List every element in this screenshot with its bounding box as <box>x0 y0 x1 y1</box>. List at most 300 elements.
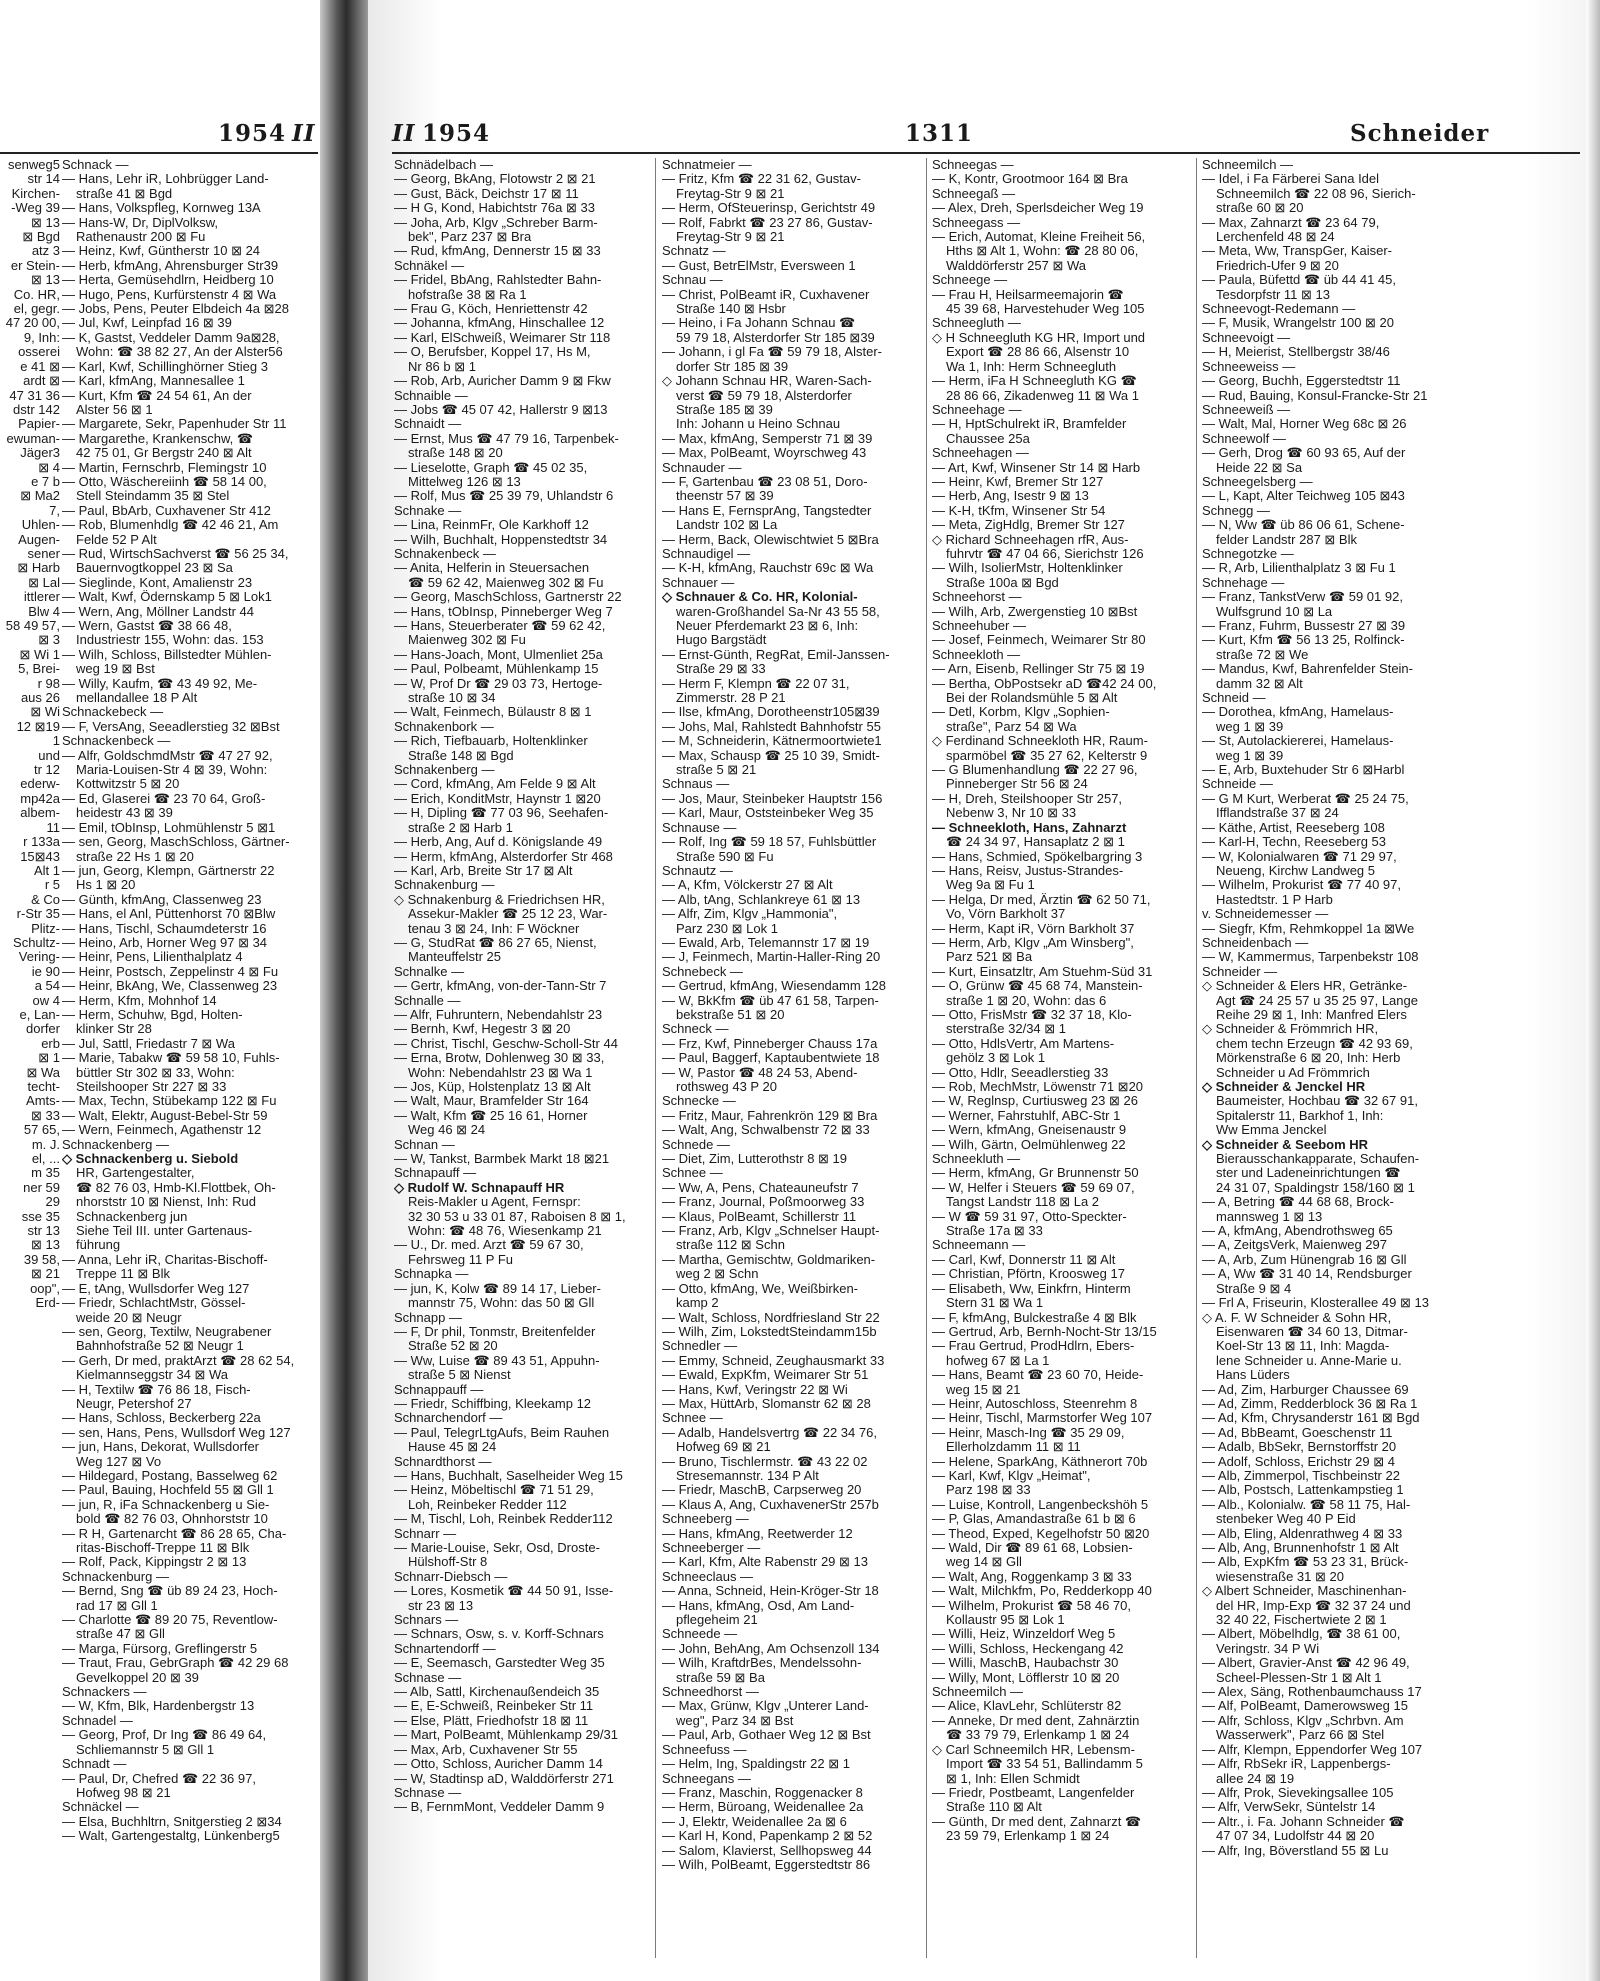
surname-heading: Schnan — <box>394 1136 455 1152</box>
directory-entry-line: — M, Schneiderin, Kätnermoortwiete1 <box>662 733 882 749</box>
directory-entry-line: — Ww, A, Pens, Chateauneufstr 7 <box>662 1179 859 1195</box>
directory-entry-line: — Alfr, Ing, Böverstland 55 ⊠ Lu <box>1202 1842 1389 1858</box>
directory-entry-line: — W, Kfm, Blk, Hardenbergstr 13 <box>62 1698 255 1714</box>
directory-entry-line: — Ad, Zim, Harburger Chaussee 69 <box>1202 1381 1409 1397</box>
directory-entry-line: — G Blumenhandlung ☎ 22 27 96, <box>932 762 1138 778</box>
directory-entry-line: — Anna, Schneid, Hein-Kröger-Str 18 <box>662 1583 879 1599</box>
directory-entry-line: — Hans, Buchhalt, Saselheider Weg 15 <box>394 1467 623 1483</box>
directory-entry-line: — Ww, Luise ☎ 89 43 51, Appuhn- <box>394 1352 600 1368</box>
directory-entry-line: — Alb, Postsch, Lattenkampstieg 1 <box>1202 1482 1404 1498</box>
entry-continuation: 59 79 18, Alsterdorfer Str 185 ⊠39 <box>676 329 875 345</box>
directory-entry-line: — Käthe, Artist, Reeseberg 108 <box>1202 819 1385 835</box>
entry-continuation: lene Schneider u. Anne-Marie u. <box>1216 1352 1402 1368</box>
directory-entry-line: — Gust, Bäck, Deichstr 17 ⊠ 11 <box>394 185 579 201</box>
left-header-year: 1954 <box>218 120 287 147</box>
directory-entry-line: — O, Grünw ☎ 45 68 74, Manstein- <box>932 978 1143 994</box>
directory-entry-line: — Bruno, Tischlermstr. ☎ 43 22 02 <box>662 1453 868 1469</box>
entry-continuation: straße 112 ⊠ Schn <box>676 1237 785 1253</box>
directory-entry-line: — Max, HüttArb, Slomanstr 62 ⊠ 28 <box>662 1395 871 1411</box>
entry-continuation: Ifflandstraße 37 ⊠ 24 <box>1216 805 1339 821</box>
surname-heading: Schnackenbeck — <box>62 733 171 749</box>
entry-continuation: mannsweg 1 ⊠ 13 <box>1216 1208 1323 1224</box>
directory-entry-line: — Marie-Louise, Sekr, Osd, Droste- <box>394 1540 600 1555</box>
directory-entry-line: — Paul, Polbeamt, Mühlenkamp 15 <box>394 661 599 677</box>
directory-entry-line: — Lores, Kosmetik ☎ 44 50 91, Isse- <box>394 1583 614 1599</box>
directory-entry-line: — Max, Grünw, Klgv „Unterer Land- <box>662 1698 869 1714</box>
directory-entry-line: — Herb, Ang, Isestr 9 ⊠ 13 <box>932 488 1089 504</box>
left-page-fragment-line: r 98 <box>37 675 60 691</box>
left-page-fragment-line: Augen- <box>18 531 60 547</box>
directory-entry-line: — jun, K, Kolw ☎ 89 14 17, Lieber- <box>394 1280 601 1296</box>
entry-continuation: chem techn Erzeugn ☎ 42 93 69, <box>1216 1035 1413 1051</box>
directory-entry-line: — Wilh, PolBeamt, Eggerstedtstr 86 <box>662 1856 871 1872</box>
directory-entry-line: — Walt, Maur, Bramfelder Str 164 <box>394 1093 589 1109</box>
entry-continuation: HR, Gartengestalter, <box>76 1165 195 1181</box>
entry-continuation: Bei der Rolandsmühle 5 ⊠ Alt <box>946 690 1118 706</box>
directory-entry-line: ◇ A. F. W Schneider & Sohn HR, <box>1202 1309 1392 1325</box>
directory-entry-line: — J, Elektr, Weidenallee 2a ⊠ 6 <box>662 1813 847 1829</box>
entry-continuation: Assekur-Makler ☎ 25 12 23, War- <box>408 906 608 922</box>
directory-entry-line: — Max, Arb, Cuxhavener Str 55 <box>394 1741 578 1757</box>
directory-entry-line: — Hans, Schmied, Spökelbargring 3 <box>932 848 1143 864</box>
entry-continuation: Fehrsweg 11 P Fu <box>408 1251 514 1267</box>
directory-entry-line: — Walt, Kfm ☎ 25 16 61, Horner <box>394 1107 588 1123</box>
directory-entry-line: — Frau Gertrud, ProdHdlrn, Ebers- <box>932 1338 1135 1354</box>
directory-entry-line: — Karl-H, Techn, Reeseberg 53 <box>1202 834 1387 850</box>
entry-continuation: straße", Parz 54 ⊠ Wa <box>946 718 1077 734</box>
directory-entry-line: — Paul, TelegrLtgAufs, Beim Rauhen <box>394 1424 610 1440</box>
entry-continuation: straße 72 ⊠ We <box>1216 646 1309 662</box>
directory-entry-line: — jun, R, iFa Schnackenberg u Sie- <box>62 1496 270 1512</box>
entry-continuation: Friedrich-Ufer 9 ⊠ 20 <box>1216 257 1339 273</box>
entry-continuation: waren-Großhandel Sa-Nr 43 55 58, <box>676 603 880 619</box>
directory-entry-line: — F, Musik, Wrangelstr 100 ⊠ 20 <box>1202 315 1394 331</box>
book-gutter <box>320 0 368 1981</box>
entry-continuation: Spitalerstr 11, Barkhof 1, Inh: <box>1216 1107 1384 1123</box>
left-page-fragment-line: Kirchen- <box>11 185 60 201</box>
entry-continuation: weg 14 ⊠ Gll <box>946 1554 1022 1570</box>
directory-entry-line: — Christian, Pförtn, Kroosweg 17 <box>932 1266 1125 1282</box>
entry-continuation: ritas-Bischoff-Treppe 11 ⊠ Blk <box>76 1540 250 1555</box>
entry-continuation: gehölz 3 ⊠ Lok 1 <box>946 1050 1046 1066</box>
directory-entry-line: — Hans, Schloss, Beckerberg 22a <box>62 1410 261 1426</box>
directory-entry-line: — Ad, Zimm, Redderblock 36 ⊠ Ra 1 <box>1202 1395 1418 1411</box>
directory-entry-line: — W, Kammermus, Tarpenbekstr 108 <box>1202 949 1419 965</box>
directory-entry-line: ◇ Albert Schneider, Maschinenhan- <box>1202 1583 1407 1599</box>
directory-entry-line: — Gust, BetrElMstr, Eversween 1 <box>662 257 856 273</box>
directory-entry-line: — Joha, Arb, Klgv „Schreber Barm- <box>394 214 598 230</box>
entry-continuation: verst ☎ 59 79 18, Alsterdorfer <box>676 387 852 403</box>
entry-continuation: Parz 198 ⊠ 33 <box>946 1482 1031 1498</box>
directory-entry-line: — Art, Kwf, Winsener Str 14 ⊠ Harb <box>932 459 1141 475</box>
left-page-fragment-line: ⊠ Bgd <box>22 229 60 245</box>
directory-entry-line: — Otto, FrisMstr ☎ 32 37 18, Klo- <box>932 1006 1132 1022</box>
directory-entry-line: — Herm, kfmAng, Alsterdorfer Str 468 <box>394 848 613 864</box>
entry-continuation: straße 59 ⊠ Ba <box>676 1669 765 1685</box>
entry-continuation: ⊠ 1, Inh: Ellen Schmidt <box>946 1770 1080 1786</box>
left-page-fragment-line: ittlerer <box>23 589 60 605</box>
directory-entry-line: — Georg, MaschSchloss, Gartnerstr 22 <box>394 589 622 605</box>
directory-entry-line: — Wilh, IsolierMstr, Holtenklinker <box>932 560 1123 576</box>
directory-entry-line: — Heinr, Pens, Lilienthalplatz 4 <box>62 949 243 965</box>
directory-entry-line: — Friedr, Schiffbing, Kleekamp 12 <box>394 1395 592 1411</box>
entry-continuation: tenau 3 ⊠ 24, Inh: F Wöckner <box>408 920 580 936</box>
entry-continuation: 24 31 07, Spaldingstr 158/160 ⊠ 1 <box>1216 1179 1415 1195</box>
entry-continuation: Tangst Landstr 118 ⊠ La 2 <box>946 1194 1100 1210</box>
entry-continuation: Neuer Pferdemarkt 23 ⊠ 6, Inh: <box>676 618 859 633</box>
left-page-fragment-line: Erd- <box>35 1295 60 1311</box>
directory-entry-line: ◇ Schneider & Elers HR, Getränke- <box>1202 978 1408 994</box>
firm-entry-bold: ◇ Schneider & Jenckel HR <box>1202 1079 1366 1094</box>
directory-entry-line: — Franz, Fuhrm, Bussestr 27 ⊠ 39 <box>1202 618 1406 633</box>
surname-heading: Schnakenburg — <box>394 877 495 893</box>
entry-continuation: 32 30 53 u 33 01 87, Raboisen 8 ⊠ 1, <box>408 1208 626 1224</box>
directory-entry-line: — Bertha, ObPostsekr aD ☎42 24 00, <box>932 675 1157 691</box>
directory-entry-line: — Emil, tObInsp, Lohmühlenstr 5 ⊠1 <box>62 819 276 835</box>
directory-entry-line: — jun, Georg, Klempn, Gärtnerstr 22 <box>62 862 275 878</box>
directory-entry-line: — Rolf, Fabrkt ☎ 23 27 86, Gustav- <box>662 214 873 230</box>
left-page-fragment-line: str 13 <box>27 1223 60 1239</box>
entry-continuation: Straße 185 ⊠ 39 <box>676 401 773 417</box>
surname-heading: v. Schneidemesser — <box>1202 906 1329 922</box>
entry-continuation: Wohn: ☎ 48 76, Wiesenkamp 21 <box>408 1223 602 1239</box>
directory-entry-line: — Klaus, PolBeamt, Schillerstr 11 <box>662 1208 857 1224</box>
entry-continuation: Wohn: ☎ 38 82 27, An der Alster56 <box>76 344 283 360</box>
surname-heading: Schnatz — <box>662 243 726 259</box>
directory-entry-line: — J, Feinmech, Martin-Haller-Ring 20 <box>662 949 881 965</box>
entry-continuation: Industriestr 155, Wohn: das. 153 <box>76 632 264 648</box>
directory-entry-line: — Wilhelm, Prokurist ☎ 77 40 97, <box>1202 877 1401 893</box>
entry-continuation: Freytag-Str 9 ⊠ 21 <box>676 229 785 245</box>
surname-heading: Schnäkel — <box>394 257 465 273</box>
entry-continuation: Zimmerstr. 28 P 21 <box>676 690 786 706</box>
surname-heading: Schneeberg — <box>662 1511 749 1527</box>
directory-entry-line: — Alb., Kolonialw. ☎ 58 11 75, Hal- <box>1202 1496 1411 1512</box>
left-page-fragment-line: Papier- <box>18 416 60 432</box>
surname-heading: Schnäckel — <box>62 1799 139 1815</box>
surname-heading: Schneidenbach — <box>1202 934 1309 950</box>
directory-entry-line: — Ewald, Arb, Telemannstr 17 ⊠ 19 <box>662 934 870 950</box>
directory-entry-line: — sen, Hans, Pens, Wullsdorf Weg 127 <box>62 1424 291 1440</box>
directory-column-5 <box>1202 158 1464 1858</box>
entry-continuation: Kollaustr 95 ⊠ Lok 1 <box>946 1612 1065 1628</box>
directory-entry-line: — Max, PolBeamt, Woyrschweg 43 <box>662 445 867 461</box>
surname-heading: Schnarr — <box>394 1525 457 1541</box>
directory-entry-line: — Ad, Kfm, Chrysanderstr 161 ⊠ Bgd <box>1202 1410 1420 1426</box>
directory-entry-line: — Hans, Kwf, Veringstr 22 ⊠ Wi <box>662 1381 848 1397</box>
entry-continuation: weide 20 ⊠ Neugr <box>76 1309 182 1325</box>
directory-entry-line: — Else, Plätt, Friedhofstr 18 ⊠ 11 <box>394 1712 589 1728</box>
directory-entry-line: — Wilh, Arb, Zwergenstieg 10 ⊠Bst <box>932 603 1138 619</box>
right-header-rule <box>392 152 1580 154</box>
directory-entry-line: — H, Textilw ☎ 76 86 18, Fisch- <box>62 1381 251 1397</box>
entry-continuation: Straße 100a ⊠ Bgd <box>946 574 1059 590</box>
left-page-fragment-line: -Weg 39 <box>11 200 60 216</box>
directory-entry-line: — Walt, Ang, Roggenkamp 3 ⊠ 33 <box>932 1568 1132 1584</box>
directory-entry-line: — Johanna, kfmAng, Hinschallee 12 <box>394 315 605 331</box>
entry-continuation: Lerchenfeld 48 ⊠ 24 <box>1216 229 1335 245</box>
directory-entry-line: — Herm, Kapt iR, Vörn Barkholt 37 <box>932 920 1135 936</box>
directory-entry-line: — John, BehAng, Am Ochsenzoll 134 <box>662 1640 880 1656</box>
left-page-fragment-line: senweg5 <box>7 158 60 172</box>
directory-entry-line: — F, Gartenbau ☎ 23 08 51, Doro- <box>662 473 868 489</box>
directory-entry-line: — Alfr, Prok, Sievekingsallee 105 <box>1202 1784 1394 1800</box>
directory-entry-line: — Siegfr, Kfm, Rehmkoppel 1a ⊠We <box>1202 920 1415 936</box>
surname-heading: Schnau — <box>662 272 723 288</box>
surname-heading: Schneegluth — <box>932 315 1021 331</box>
directory-entry-line: — Paula, Büfettd ☎ üb 44 41 45, <box>1202 272 1396 288</box>
left-page-fragment-line: aus 26 <box>20 690 60 706</box>
entry-continuation: Reis-Makler u Agent, Fernspr: <box>408 1194 581 1210</box>
directory-entry-line: — Alfr, RbSekr iR, Lappenbergs- <box>1202 1756 1391 1772</box>
directory-entry-line: — K, Kontr, Grootmoor 164 ⊠ Bra <box>932 171 1128 187</box>
directory-entry-line: — Wald, Dir ☎ 89 61 68, Lobsien- <box>932 1540 1133 1555</box>
directory-entry-line: — Alex, Dreh, Sperlsdeicher Weg 19 <box>932 200 1144 216</box>
directory-entry-line: — Anna, Lehr iR, Charitas-Bischoff- <box>62 1251 268 1267</box>
directory-entry-line: — Friedr, Postbeamt, Langenfelder <box>932 1784 1135 1800</box>
surname-heading: Schnapauff — <box>394 1165 477 1181</box>
entry-continuation: sparmöbel ☎ 35 27 62, Kelterstr 9 <box>946 747 1148 763</box>
directory-entry-line: — Detl, Korbm, Klgv „Sophien- <box>932 704 1110 720</box>
directory-entry-line: — W, Prof Dr ☎ 29 03 73, Hertoge- <box>394 675 603 691</box>
surname-heading: Schnakenberg — <box>394 762 495 778</box>
left-page-fragment-line: Blw 4 <box>28 603 60 619</box>
left-page-fragment-line: dorfer <box>26 1021 60 1037</box>
surname-heading: Schneide — <box>1202 776 1273 792</box>
directory-entry-line: — Friedr, SchlachtMstr, Gössel- <box>62 1295 246 1311</box>
directory-entry-line: — Alfr, VerwSekr, Süntelstr 14 <box>1202 1799 1376 1815</box>
left-page-fragment-line: Schultz- <box>13 934 60 950</box>
left-page-fragment-line: ⊠ Wi 1 <box>19 646 60 662</box>
directory-entry-line: — Franz, Maschin, Roggenacker 8 <box>662 1784 863 1800</box>
directory-entry-line: — Herm, kfmAng, Gr Brunnenstr 50 <box>932 1165 1139 1181</box>
directory-entry-line: — L, Kapt, Alter Teichweg 105 ⊠43 <box>1202 488 1405 504</box>
directory-entry-line: — Rich, Tiefbauarb, Holtenklinker <box>394 733 588 749</box>
left-page-fragment-line: 29 <box>45 1194 60 1210</box>
entry-continuation: heidestr 43 ⊠ 39 <box>76 805 173 821</box>
directory-entry-line: — Alb, tAng, Schlankreye 61 ⊠ 13 <box>662 891 861 907</box>
surname-heading: Schneehage — <box>932 401 1022 417</box>
entry-continuation: Neueng, Kirchw Landweg 5 <box>1216 862 1375 878</box>
entry-continuation: straße 1 ⊠ 20, Wohn: das 6 <box>946 992 1107 1008</box>
surname-heading: Schnapka — <box>394 1266 469 1282</box>
surname-heading: Schneemilch — <box>1202 158 1294 172</box>
left-page-fragment-line: r 133a <box>23 834 60 850</box>
entry-continuation: Landstr 102 ⊠ La <box>676 517 778 533</box>
directory-entry-line: — Meta, ZigHdlg, Bremer Str 127 <box>932 517 1125 533</box>
directory-entry-line: — Heinz, Möbeltischl ☎ 71 51 29, <box>394 1482 594 1498</box>
directory-entry-line: — Wilh, KraftdrBes, Mendelssohn- <box>662 1655 862 1671</box>
directory-entry-line: — Wern, Ang, Möllner Landstr 44 <box>62 603 254 619</box>
entry-continuation: Hofweg 69 ⊠ 21 <box>676 1439 771 1455</box>
directory-entry-line: — Adalb, Handelsvertrg ☎ 22 34 76, <box>662 1424 877 1440</box>
entry-continuation: mannstr 75, Wohn: das 50 ⊠ Gll <box>408 1295 595 1311</box>
left-page-fragment-line: ⊠ 3 <box>38 632 60 648</box>
directory-entry-line: — Margarete, Sekr, Papenhuder Str 11 <box>62 416 287 432</box>
left-page-fragment-line: dstr 142 <box>13 401 60 417</box>
directory-entry-line: — Ad, BbBeamt, Goeschenstr 11 <box>1202 1424 1393 1440</box>
entry-continuation: Straße 590 ⊠ Fu <box>676 848 774 864</box>
directory-entry-line: — sen, Georg, MaschSchloss, Gärtner- <box>62 834 290 850</box>
directory-entry-line: — Alb, Eling, Aldenrathweg 4 ⊠ 33 <box>1202 1525 1403 1541</box>
surname-heading: Schnars — <box>394 1612 459 1628</box>
surname-heading: Schnebeck — <box>662 963 743 979</box>
directory-entry-line: — Rud, Bauing, Konsul-Francke-Str 21 <box>1202 387 1428 403</box>
directory-entry-line: ◇ Richard Schneehagen rfR, Aus- <box>932 531 1129 547</box>
entry-continuation: Weg 9a ⊠ Fu 1 <box>946 877 1035 893</box>
surname-heading: Schnarchendorf — <box>394 1410 503 1426</box>
left-page-fragment-line: albem- <box>20 805 60 821</box>
directory-entry-line: — W, Reglnsp, Curtiusweg 23 ⊠ 26 <box>932 1093 1138 1109</box>
surname-heading: Schneegelsberg — <box>1202 473 1313 489</box>
directory-entry-line: — Kurt, Kfm ☎ 24 54 61, An der <box>62 387 252 403</box>
entry-continuation: weg 19 ⊠ Bst <box>76 661 155 677</box>
entry-continuation: ☎ 24 34 97, Hansaplatz 2 ⊠ 1 <box>946 834 1125 850</box>
directory-entry-line: — Hans, Tischl, Schaumdeterstr 16 <box>62 920 267 936</box>
left-page-fragment-line: osserei <box>18 344 60 360</box>
directory-entry-line: — Paul, Bauing, Hochfeld 55 ⊠ Gll 1 <box>62 1482 274 1498</box>
directory-entry-line: — Paul, Baggerf, Kaptaubentwiete 18 <box>662 1050 880 1066</box>
directory-entry-line: — Wern, kfmAng, Gneisenaustr 9 <box>932 1122 1127 1138</box>
directory-entry-line: — Walt, Gartengestaltg, Lünkenberg5 <box>62 1828 280 1844</box>
directory-entry-line: — Heinr, Tischl, Marmstorfer Weg 107 <box>932 1410 1153 1426</box>
directory-entry-line: — Alex, Säng, Rothenbaumchauss 17 <box>1202 1684 1422 1700</box>
surname-heading: Schnaible — <box>394 387 468 403</box>
directory-entry-line: — Erich, Automat, Kleine Freiheit 56, <box>932 229 1146 245</box>
directory-entry-line: — W, Stadtinsp aD, Walddörferstr 271 <box>394 1770 614 1786</box>
surname-heading: Schneeweiß — <box>1202 401 1291 417</box>
surname-heading: Schnaudigel — <box>662 545 751 561</box>
left-page-fragment-line: 5, Brei- <box>18 661 60 677</box>
directory-column-1 <box>62 158 320 1844</box>
directory-entry-line: — Walt, Ang, Schwalbenstr 72 ⊠ 33 <box>662 1122 870 1138</box>
entry-continuation: Maria-Louisen-Str 4 ⊠ 39, Wohn: <box>76 762 268 778</box>
directory-entry-line: — Albert, Möbelhdlg, ☎ 38 61 00, <box>1202 1626 1401 1642</box>
directory-entry-line: — Herm, Back, Olewischtwiet 5 ⊠Bra <box>662 531 879 547</box>
surname-heading: Schneevoigt — <box>1202 329 1291 345</box>
left-page-fragment-line: Amts- <box>26 1093 60 1109</box>
directory-entry-line: — Rob, Arb, Auricher Damm 9 ⊠ Fkw <box>394 373 611 389</box>
directory-entry-line: — R, Arb, Lilienthalplatz 3 ⊠ Fu 1 <box>1202 560 1396 576</box>
entry-continuation: del HR, Imp-Exp ☎ 32 37 24 und <box>1216 1597 1411 1613</box>
directory-entry-line: — Heinr, BkAng, We, Classenweg 23 <box>62 978 278 994</box>
directory-entry-line: — Walt, Elektr, August-Bebel-Str 59 <box>62 1107 268 1123</box>
directory-entry-line: — Klaus A, Ang, CuxhavenerStr 257b <box>662 1496 879 1512</box>
surname-heading: Schneck — <box>662 1021 729 1037</box>
entry-continuation: Ellerholzdamm 11 ⊠ 11 <box>946 1439 1081 1455</box>
directory-entry-line: — Hans E, FernsprAng, Tangstedter <box>662 502 872 518</box>
directory-entry-line: — H G, Kond, Habichtstr 76a ⊠ 33 <box>394 200 595 216</box>
directory-entry-line: — Willi, Heiz, Winzeldorf Weg 5 <box>932 1626 1116 1642</box>
directory-entry-line: — Fridel, BbAng, Rahlstedter Bahn- <box>394 272 602 288</box>
surname-heading: Schneeclaus — <box>662 1568 754 1584</box>
directory-entry-line: — Heino, i Fa Johann Schnau ☎ <box>662 315 856 331</box>
entry-continuation: weg 1 ⊠ 39 <box>1216 718 1284 734</box>
directory-entry-line: ◇ Johann Schnau HR, Waren-Sach- <box>662 373 872 389</box>
directory-entry-line: — Alb, Sattl, Kirchenaußendeich 35 <box>394 1684 600 1700</box>
entry-continuation: Siehe Teil III. unter Gartenaus- <box>76 1223 253 1239</box>
directory-entry-line: — W, Helfer i Steuers ☎ 59 69 07, <box>932 1179 1135 1195</box>
directory-entry-line: — A, ZeitgsVerk, Maienweg 297 <box>1202 1237 1387 1253</box>
directory-entry-line: — E, tAng, Wullsdorfer Weg 127 <box>62 1280 250 1296</box>
directory-entry-line: — Frl A, Friseurin, Klosterallee 49 ⊠ 13 <box>1202 1295 1429 1311</box>
left-page-fragment-line: ⊠ 21 <box>31 1266 60 1282</box>
entry-continuation: Straße 17a ⊠ 33 <box>946 1223 1043 1239</box>
directory-entry-line: — Diet, Zim, Lutterothstr 8 ⊠ 19 <box>662 1151 848 1167</box>
entry-continuation: 32 40 22, Fischertwiete 2 ⊠ 1 <box>1216 1612 1387 1628</box>
surname-heading: Schneehorst — <box>932 589 1022 605</box>
directory-entry-line: — Ernst, Mus ☎ 47 79 16, Tarpenbek- <box>394 430 619 446</box>
directory-entry-line: — O, Berufsber, Koppel 17, Hs M, <box>394 344 591 360</box>
directory-entry-line: — H, HptSchulrekt iR, Bramfelder <box>932 416 1127 432</box>
surname-heading: Schneeweiss — <box>1202 358 1296 374</box>
directory-entry-line: — Rolf, Ing ☎ 59 18 57, Fuhlsbüttler <box>662 834 877 850</box>
entry-continuation: hofstraße 38 ⊠ Ra 1 <box>408 286 527 302</box>
entry-continuation: weg 1 ⊠ 39 <box>1216 747 1284 763</box>
entry-continuation: Treppe 11 ⊠ Blk <box>76 1266 170 1282</box>
directory-entry-line: — H, Meierist, Stellbergstr 38/46 <box>1202 344 1390 360</box>
entry-continuation: bold ☎ 82 76 03, Ohnhorststr 10 <box>76 1511 268 1527</box>
entry-continuation: Veringstr. 34 P Wi <box>1216 1640 1320 1656</box>
directory-entry-line: — Ed, Glaserei ☎ 23 70 64, Groß- <box>62 790 266 806</box>
directory-entry-line: — Helm, Ing, Spaldingstr 22 ⊠ 1 <box>662 1756 850 1772</box>
surname-heading: Schneekloth — <box>932 646 1021 662</box>
directory-entry-line: — Hans, Beamt ☎ 23 60 70, Heide- <box>932 1367 1144 1383</box>
left-page-fragment-line: 7, <box>49 502 60 518</box>
directory-entry-line: — Emmy, Schneid, Zeughausmarkt 33 <box>662 1352 885 1368</box>
surname-heading: Schneegas — <box>932 158 1014 172</box>
entry-continuation: bekstraße 51 ⊠ 20 <box>676 1006 785 1022</box>
surname-heading: Schneehuber — <box>932 618 1026 633</box>
surname-heading: Schnautz — <box>662 862 733 878</box>
surname-heading: Schnauder — <box>662 459 742 475</box>
entry-continuation: 47 07 34, Ludolfstr 44 ⊠ 20 <box>1216 1828 1375 1844</box>
surname-heading: Schneegaß — <box>932 185 1016 201</box>
left-page-fragment-line: ardt ⊠ <box>23 373 60 389</box>
left-page-fragment-line: el, gegr. <box>13 301 60 317</box>
left-page-fragment-line: sener <box>27 545 60 561</box>
directory-entry-line: — W, Pastor ☎ 48 24 53, Abend- <box>662 1064 858 1080</box>
surname-heading: Schnalke — <box>394 963 465 979</box>
directory-entry-line: ◇ Ferdinand Schneekloth HR, Raum- <box>932 733 1148 749</box>
entry-continuation: Reihe 29 ⊠ 1, Inh: Manfred Elers <box>1216 1006 1407 1022</box>
directory-entry-line: — St, Autolackiererei, Hamelaus- <box>1202 733 1394 749</box>
entry-continuation: Hause 45 ⊠ 24 <box>408 1439 497 1455</box>
directory-entry-line: — Herm, Büroang, Weidenallee 2a <box>662 1799 864 1815</box>
directory-entry-line: — Georg, Prof, Dr Ing ☎ 86 49 64, <box>62 1727 267 1743</box>
surname-heading: Schnase — <box>394 1669 462 1685</box>
left-page-fragment-line: ⊠ Lal <box>28 574 60 590</box>
entry-continuation: weg", Parz 34 ⊠ Bst <box>676 1712 794 1728</box>
left-page-fragment-line: und <box>38 747 60 763</box>
right-header-volume: II <box>392 120 416 147</box>
directory-entry-line: — A, Kfm, Völckerstr 27 ⊠ Alt <box>662 877 833 893</box>
directory-entry-line: — Alfr, Zim, Klgv „Hammonia", <box>662 906 838 922</box>
left-page-fragment-line: 58 49 57, <box>5 618 60 633</box>
directory-entry-line: — Meta, Ww, TranspGer, Kaiser- <box>1202 243 1392 259</box>
surname-heading: Schneid — <box>1202 690 1266 706</box>
entry-continuation: Agt ☎ 24 25 57 u 35 25 97, Lange <box>1216 992 1418 1008</box>
directory-entry-line: — Herm F, Klempn ☎ 22 07 31, <box>662 675 850 691</box>
entry-continuation: Schneider u Ad Frömmrich <box>1216 1064 1370 1080</box>
directory-entry-line: — Walt, Schloss, Nordfriesland Str 22 <box>662 1309 880 1325</box>
directory-entry-line: — Jobs, Pens, Peuter Elbdeich 4a ⊠28 <box>62 301 289 317</box>
surname-heading: Schneegans — <box>662 1770 751 1786</box>
surname-heading: Schneege — <box>932 272 1008 288</box>
right-header-year: 1954 <box>422 120 491 147</box>
directory-entry-line: — Herb, Ang, Auf d. Königslande 49 <box>394 834 603 850</box>
directory-entry-line: — Erich, KonditMstr, Haynstr 1 ⊠20 <box>394 790 601 806</box>
